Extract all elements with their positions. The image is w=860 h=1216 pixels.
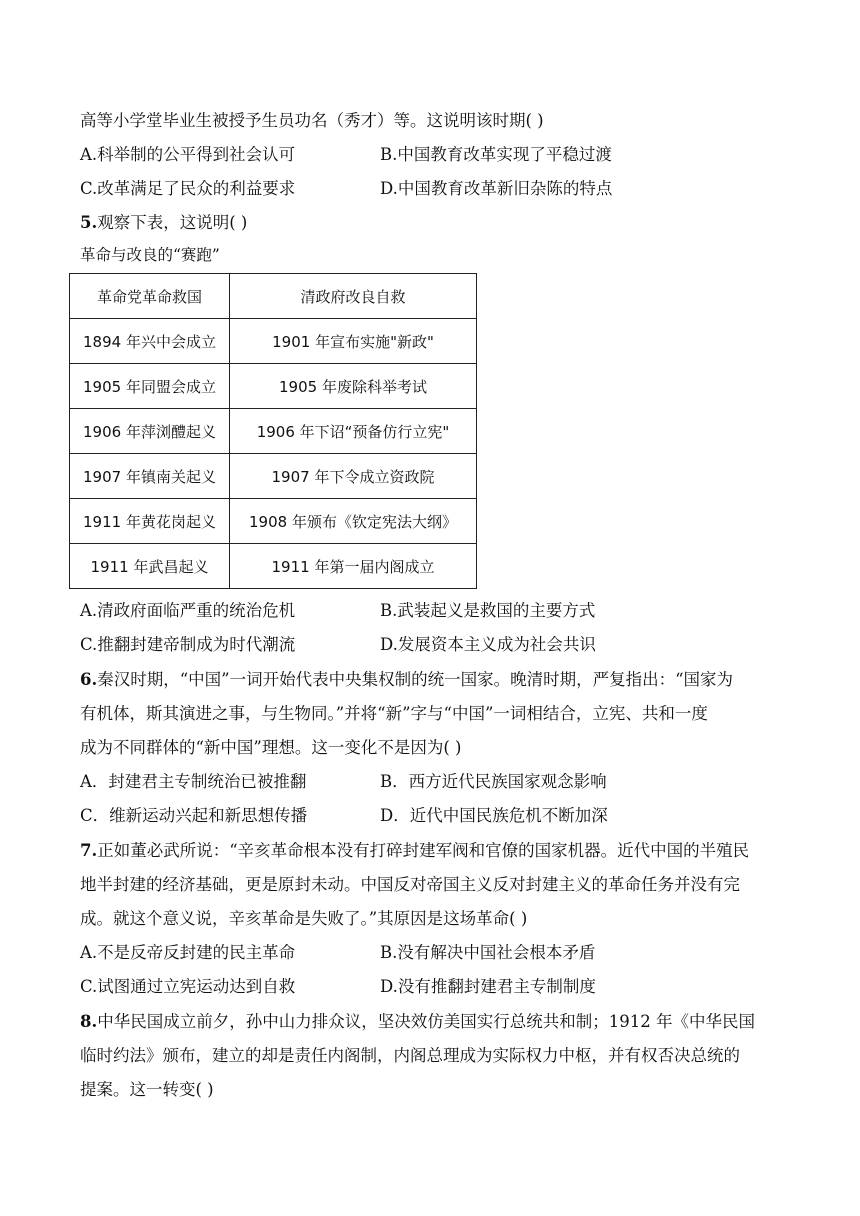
q7-stem-line-3: 成。就这个意义说，辛亥革命是失败了。”其原因是这场革命( ) <box>80 909 528 928</box>
q6-stem-line-3: 成为不同群体的“新中国”理想。这一变化不是因为( ) <box>80 738 462 757</box>
q8-stem-line-1 <box>80 1011 755 1033</box>
table-cell: 1908 年颁布《钦定宪法大纲》 <box>230 499 477 544</box>
table-cell: 1911 年第一届内阁成立 <box>230 544 477 589</box>
q7-option-d: D.没有推翻封建君主专制制度 <box>380 977 596 996</box>
q7-option-a: A.不是反帝反封建的民主革命 <box>80 943 296 962</box>
q5-stem-text: 观察下表，这说明( ) <box>97 213 248 232</box>
table-header: 革命党革命救国 <box>70 274 230 319</box>
q7-option-b: B.没有解决中国社会根本矛盾 <box>380 943 596 962</box>
q7-line-1-text: 正如董必武所说：“辛亥革命根本没有打碎封建军阀和官僚的国家机器。近代中国的半殖民 <box>97 841 750 860</box>
table-row <box>70 409 477 454</box>
q6-stem-line-2: 有机体，斯其演进之事，与生物同。”并将“新”字与“中国”一词相结合，立宪、共和一度 <box>80 704 708 723</box>
table-cell: 1905 年废除科举考试 <box>230 364 477 409</box>
q6-number: 6. <box>80 670 98 689</box>
table-cell: 1911 年武昌起义 <box>70 544 230 589</box>
table-cell: 1907 年下令成立资政院 <box>230 454 477 499</box>
q7-stem-line-2: 地半封建的经济基础，更是原封未动。中国反对帝国主义反对封建主义的革命任务并没有完 <box>80 875 740 894</box>
table-cell: 1906 年下诏“预备仿行立宪" <box>230 409 477 454</box>
q6-option-d: D．近代中国民族危机不断加深 <box>380 806 608 825</box>
table-cell: 1905 年同盟会成立 <box>70 364 230 409</box>
q8-line-1-text: 中华民国成立前夕，孙中山力排众议，坚决效仿美国实行总统共和制；1912 年《中华民国 <box>97 1012 755 1031</box>
q5-table-caption: 革命与改良的“赛跑” <box>80 246 220 264</box>
q6-option-b: B．西方近代民族国家观念影响 <box>380 772 607 791</box>
table-cell: 1901 年宣布实施"新政" <box>230 319 477 364</box>
q8-stem-line-2: 临时约法》颁布，建立的却是责任内阁制，内阁总理成为实际权力中枢，并有权否决总统的 <box>80 1046 740 1065</box>
q4-option-d: D.中国教育改革新旧杂陈的特点 <box>380 179 613 198</box>
q5-option-d: D.发展资本主义成为社会共识 <box>380 635 596 654</box>
q8-stem-line-3: 提案。这一转变( ) <box>80 1080 214 1099</box>
q4-option-a: A.科举制的公平得到社会认可 <box>80 145 296 164</box>
q5-option-a: A.清政府面临严重的统治危机 <box>80 601 296 620</box>
q4-option-c: C.改革满足了民众的利益要求 <box>80 179 296 198</box>
table-cell: 1907 年镇南关起义 <box>70 454 230 499</box>
table-row <box>70 319 477 364</box>
q4-option-b: B.中国教育改革实现了平稳过渡 <box>380 145 612 164</box>
table-cell: 1911 年黄花岗起义 <box>70 499 230 544</box>
table-row <box>70 499 477 544</box>
q6-stem-line-1 <box>80 669 733 691</box>
q4-stem-tail: 高等小学堂毕业生被授予生员功名（秀才）等。这说明该时期( ) <box>80 111 544 130</box>
table-row <box>70 364 477 409</box>
table-row <box>70 544 477 589</box>
q6-option-c: C．维新运动兴起和新思想传播 <box>80 806 308 825</box>
table-header-row <box>70 274 477 319</box>
q8-number: 8. <box>80 1012 98 1031</box>
q5-option-b: B.武装起义是救国的主要方式 <box>380 601 596 620</box>
q7-stem-line-1 <box>80 840 749 862</box>
q5-stem <box>80 212 247 234</box>
table-cell: 1906 年萍浏醴起义 <box>70 409 230 454</box>
table-row <box>70 454 477 499</box>
q6-line-1-text: 秦汉时期，“中国”一词开始代表中央集权制的统一国家。晚清时期，严复指出：“国家为 <box>97 670 734 689</box>
q7-option-c: C.试图通过立宪运动达到自救 <box>80 977 296 996</box>
q5-number: 5. <box>80 213 98 232</box>
q5-option-c: C.推翻封建帝制成为时代潮流 <box>80 635 296 654</box>
table-header: 清政府改良自救 <box>230 274 477 319</box>
q7-number: 7. <box>80 841 98 860</box>
table-cell: 1894 年兴中会成立 <box>70 319 230 364</box>
q5-table <box>69 273 477 589</box>
q6-option-a: A．封建君主专制统治已被推翻 <box>80 772 307 791</box>
